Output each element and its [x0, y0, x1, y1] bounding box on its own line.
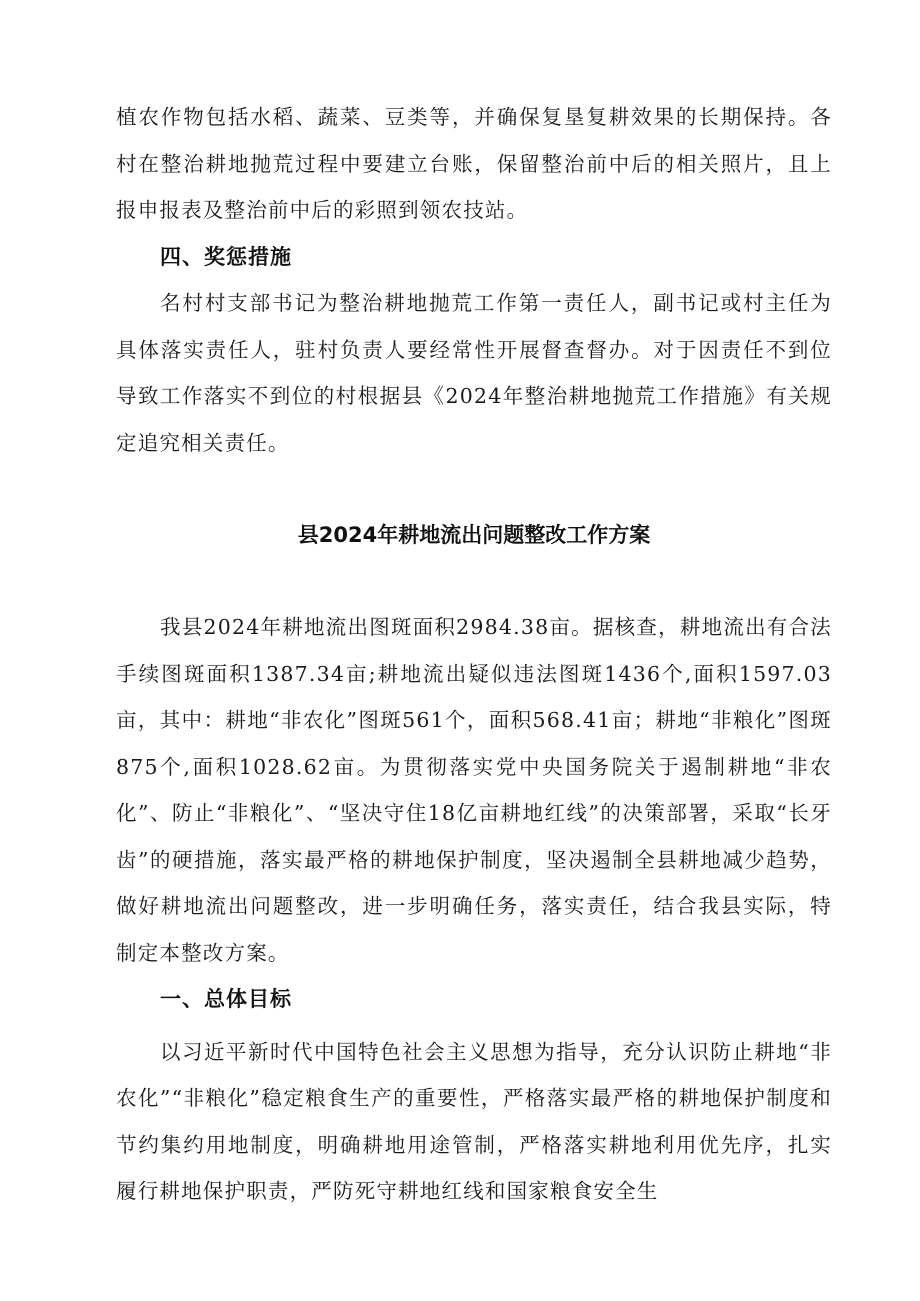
- spacer: [116, 466, 832, 512]
- section-heading-overall-goal: 一、总体目标: [160, 987, 292, 1011]
- overall-goal-paragraph: 以习近平新时代中国特色社会主义思想为指导，充分认识防止耕地“非农化”“非粮化”稳定粮食生产的重要性，严格落实最严格的耕地保护制度和节约集约用地制度，明确耕地用途管制，严格落实耕地利用优先序，扎实履行耕地保护职责，严防死守耕地红线和国家粮食安全生: [116, 1039, 832, 1203]
- document-body: [116, 94, 832, 1215]
- intro-paragraph: 我县2024年耕地流出图斑面积2984.38亩。据核查，耕地流出有合法手续图斑面积1387.34亩;耕地流出疑似违法图斑1436个,面积1597.03亩，其中：耕地“非农化”图斑561个，面积568.41亩；耕地“非粮化”图斑875个,面积1028.62亩。为贯彻落实党中央国务院关于遏制耕地“非农化”、防止“非粮化”、“坚决守住18亿亩耕地红线”的决策部署，采取“长牙齿”的硬措施，落实最严格的耕地保护制度，坚决遏制全县耕地减少趋势，做好耕地流出问题整改，进一步明确任务，落实责任，结合我县实际，特制定本整改方案。: [116, 615, 832, 965]
- continued-paragraph: 植农作物包括水稻、蔬菜、豆类等，并确保复垦复耕效果的长期保持。各村在整治耕地抛荒过程中要建立台账，保留整治前中后的相关照片，且上报申报表及整治前中后的彩照到领农技站。: [116, 105, 832, 222]
- spacer: [116, 558, 832, 604]
- document-title: 县2024年耕地流出问题整改工作方案: [297, 523, 651, 547]
- section-heading-rewards-penalties: 四、奖惩措施: [160, 244, 292, 269]
- rewards-penalties-paragraph: 名村村支部书记为整治耕地抛荒工作第一责任人，副书记或村主任为具体落实责任人，驻村负责人要经常性开展督查督办。对于因责任不到位导致工作落实不到位的村根据县《2024年整治耕地抛荒工作措施》有关规定追究相关责任。: [116, 291, 832, 455]
